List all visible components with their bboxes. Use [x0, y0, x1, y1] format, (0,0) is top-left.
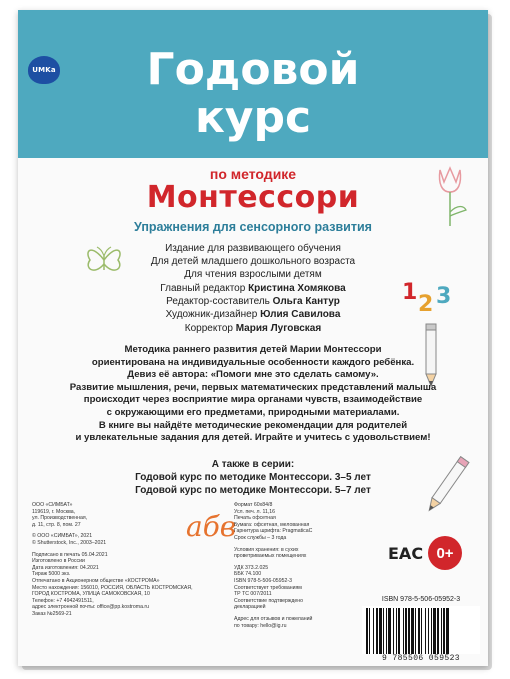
series-title: А также в серии:	[211, 459, 295, 470]
info-line: Для детей младшего дошкольного возраста	[150, 256, 356, 267]
description	[34, 344, 472, 445]
edition-info	[18, 242, 488, 281]
description-line: и увлекательные задания для детей. Играйте и учитесь с удовольствием!	[75, 432, 431, 444]
spec-line: Соответствие подтверждено	[234, 597, 304, 604]
tulip-icon	[430, 160, 470, 230]
credit-role: Художник-дизайнер	[165, 309, 258, 321]
ean-digits: 9 785506 059523	[362, 654, 480, 663]
credit-role: Главный редактор	[160, 283, 246, 294]
spec-line: Условия хранения: в сухих	[234, 546, 299, 553]
info-line: Для чтения взрослыми детям	[184, 269, 322, 280]
spec-line: Печать офсетная	[234, 515, 276, 522]
spec-line: Формат 60x84/8	[234, 502, 273, 508]
spec-line: Соответствует требованиям	[234, 584, 302, 591]
spec-line: декларацией	[234, 604, 266, 611]
decor-number-3: 3	[436, 284, 452, 309]
age-rating-badge: 0+	[428, 536, 462, 570]
isbn-label: ISBN 978-5-506-05952-3	[381, 596, 461, 603]
description-line: ориентирована на индивидуальные особенности каждого ребёнка.	[91, 356, 415, 368]
print-line: Заказ №2569-21	[32, 610, 72, 617]
method-name: Монтессори	[146, 180, 360, 215]
brand-logo-text: UMKa	[32, 66, 56, 74]
credit-name: Мария Луговская	[235, 322, 322, 334]
series-item: Годовой курс по методике Монтессори. 5–7 лет	[135, 485, 371, 496]
barcode	[362, 606, 480, 656]
spec-line: по товару: hello@ig.ru	[234, 622, 287, 629]
publisher-line: 119619, г. Москва,	[32, 508, 76, 515]
print-line: Тираж 5000 экз.	[32, 571, 71, 578]
print-line: Отпечатано в Акционерном обществе «КОСТРОМА»	[32, 577, 160, 584]
info-line: Издание для развивающего обучения	[165, 243, 341, 254]
copyright-line: © Shutterstock, Inc., 2003–2021	[32, 539, 107, 546]
publisher-line: д. 11, стр. 8, пом. 27	[32, 521, 81, 528]
credit-role: Корректор	[184, 322, 233, 334]
print-line: Подписано в печать 05.04.2021	[32, 551, 108, 558]
eac-mark: EAC	[388, 544, 424, 563]
publisher-info	[32, 502, 232, 618]
pencil-icon	[422, 450, 472, 520]
method-prefix: по методике	[209, 166, 297, 182]
copyright-line: © ООО «СИМБАТ», 2021	[32, 533, 93, 540]
description-line: Методика раннего развития детей Марии Монтессори	[124, 344, 382, 355]
spec-line: Бумага: офсетная, мелованная	[234, 521, 310, 528]
decor-number-2: 2	[418, 292, 434, 317]
spec-line: Усл. печ. л. 11,16	[234, 508, 276, 515]
credit-name: Кристина Хомякова	[248, 283, 346, 294]
credit-line	[18, 322, 488, 335]
credit-role: Редактор-составитель	[166, 296, 270, 308]
spec-line: УДК 373.2.025	[234, 564, 269, 571]
description-line: с окружающими его предметами, природными материалами.	[106, 406, 400, 418]
spec-line: ТР ТС 007/2011	[234, 591, 272, 598]
specs-info	[234, 502, 344, 629]
spec-line: ББК 74.100	[234, 571, 262, 578]
print-line: Телефон: +7 4942491511,	[32, 597, 94, 604]
book-back-cover	[18, 10, 488, 666]
decor-number-1: 1	[402, 280, 418, 305]
spec-line: Гарнитура шрифта: PragmaticaC	[234, 528, 313, 535]
title-line-2: курс	[194, 92, 312, 143]
print-line: Место нахождения: 156010, РОССИЯ, ОБЛАСТЬ КОСТРОМСКАЯ,	[32, 584, 193, 591]
description-line: Развитие мышления, речи, первых математических представлений малыша	[69, 381, 437, 393]
subtitle: Упражнения для сенсорного развития	[134, 220, 372, 234]
publisher-line: ул. Производственная,	[32, 515, 88, 522]
spec-line: Адрес для отзывов и пожеланий	[234, 615, 313, 622]
publisher-line: ООО «СИМБАТ»	[32, 502, 73, 508]
spec-line: Срок службы – 3 года	[234, 534, 287, 541]
title-line-1: Годовой	[146, 44, 360, 95]
credit-name: Юлия Савилова	[260, 309, 341, 321]
spec-line: проветриваемых помещениях	[234, 553, 307, 560]
credit-name: Ольга Кантур	[272, 296, 340, 308]
description-line: происходит через восприятие мира органами чувств, взаимодействие	[83, 394, 423, 406]
print-line: ГОРОД КОСТРОМА, УЛИЦА САМОКОВСКАЯ, 10	[32, 591, 150, 598]
print-line: Дата изготовления: 04.2021	[32, 564, 99, 571]
description-line: В книге вы найдёте методические рекомендации для родителей	[98, 419, 408, 431]
spec-line: ISBN 978-5-506-05952-3	[234, 577, 292, 584]
series-list	[18, 458, 488, 497]
print-line: Изготовлено в России	[32, 558, 85, 565]
print-line: адрес электронной почты: office@pp.kostroma.ru	[32, 604, 150, 611]
description-line: Девиз её автора: «Помоги мне это сделать самому».	[127, 369, 379, 381]
series-item: Годовой курс по методике Монтессори. 3–5 лет	[135, 472, 371, 483]
decor-letters: абв	[186, 510, 237, 543]
